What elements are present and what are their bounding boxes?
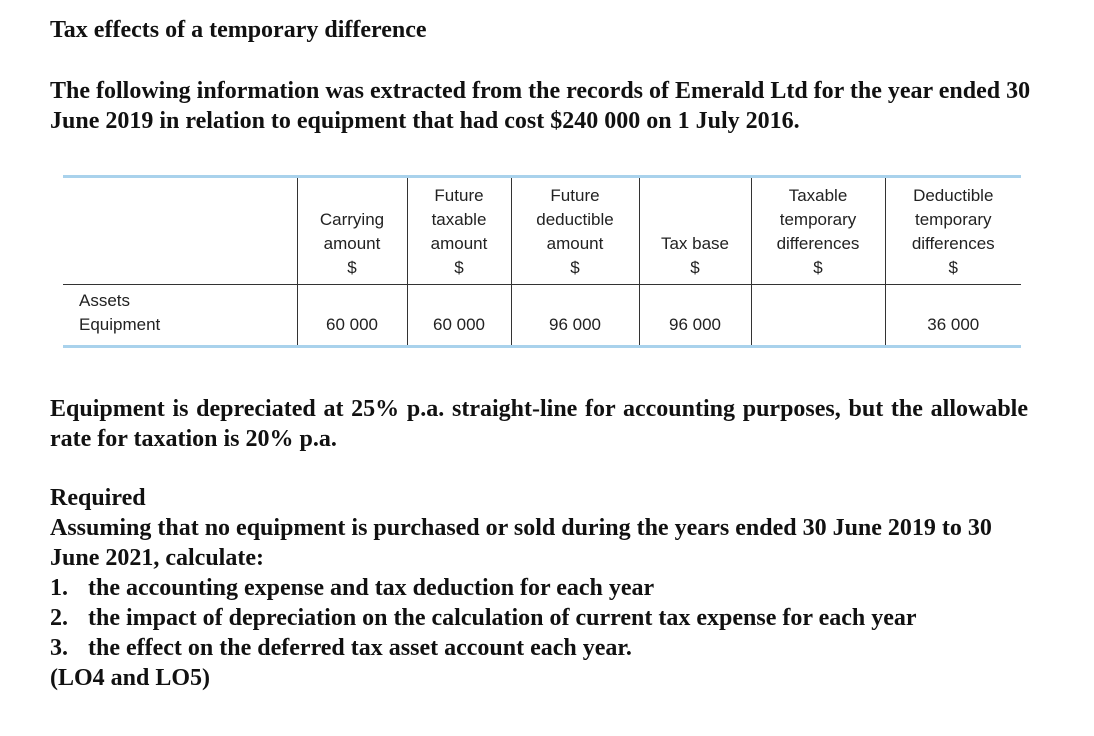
list-item-number: 1. <box>50 575 68 601</box>
header-deductible-temporary-differences: Deductible temporary differences $ <box>885 178 1021 285</box>
temporary-difference-table <box>63 175 1021 348</box>
learning-outcomes: (LO4 and LO5) <box>50 665 211 691</box>
header-blank <box>63 178 297 285</box>
header-tax-base: Tax base $ <box>639 178 751 285</box>
depreciation-paragraph: Equipment is depreciated at 25% p.a. straight-line for accounting purposes, but the allowable rate for taxation is 20% p.a. <box>50 396 1028 452</box>
cell-carrying-amount: 60 000 <box>297 313 407 345</box>
row-label: Equipment <box>79 315 161 334</box>
cell-future-taxable-amount: 60 000 <box>407 313 511 345</box>
header-carrying-amount: Carrying amount $ <box>297 178 407 285</box>
list-item <box>50 633 1040 663</box>
required-section <box>50 483 1040 693</box>
header-future-taxable-amount: Future taxable amount $ <box>407 178 511 285</box>
list-item <box>50 603 1040 633</box>
cell-tax-base: 96 000 <box>639 313 751 345</box>
required-heading: Required <box>50 485 146 511</box>
cell-taxable-temporary-differences <box>751 313 885 345</box>
required-text: Assuming that no equipment is purchased or sold during the years ended 30 June 2019 to 30 June 2021, calculate: <box>50 515 992 571</box>
list-item-text: the impact of depreciation on the calculation of current tax expense for each year <box>88 605 917 631</box>
table-header-row <box>63 178 1021 285</box>
cell-deductible-temporary-differences: 36 000 <box>885 313 1021 345</box>
intro-paragraph: The following information was extracted from the records of Emerald Ltd for the year ended 30 June 2019 in relation to equipment that had cost $240 000 on 1 July 2016. <box>50 78 1031 134</box>
required-list <box>50 573 1040 663</box>
list-item-text: the accounting expense and tax deduction for each year <box>88 575 655 601</box>
list-item-text: the effect on the deferred tax asset account each year. <box>88 635 632 661</box>
header-future-deductible-amount: Future deductible amount $ <box>511 178 639 285</box>
table-category-row <box>63 285 1021 314</box>
category-label: Assets <box>79 291 131 310</box>
table-row <box>63 313 1021 345</box>
page-title: Tax effects of a temporary difference <box>50 17 427 43</box>
cell-future-deductible-amount: 96 000 <box>511 313 639 345</box>
list-item-number: 2. <box>50 605 68 631</box>
header-taxable-temporary-differences: Taxable temporary differences $ <box>751 178 885 285</box>
list-item-number: 3. <box>50 635 68 661</box>
table-bottom-rule <box>63 345 1021 348</box>
list-item <box>50 573 1040 603</box>
